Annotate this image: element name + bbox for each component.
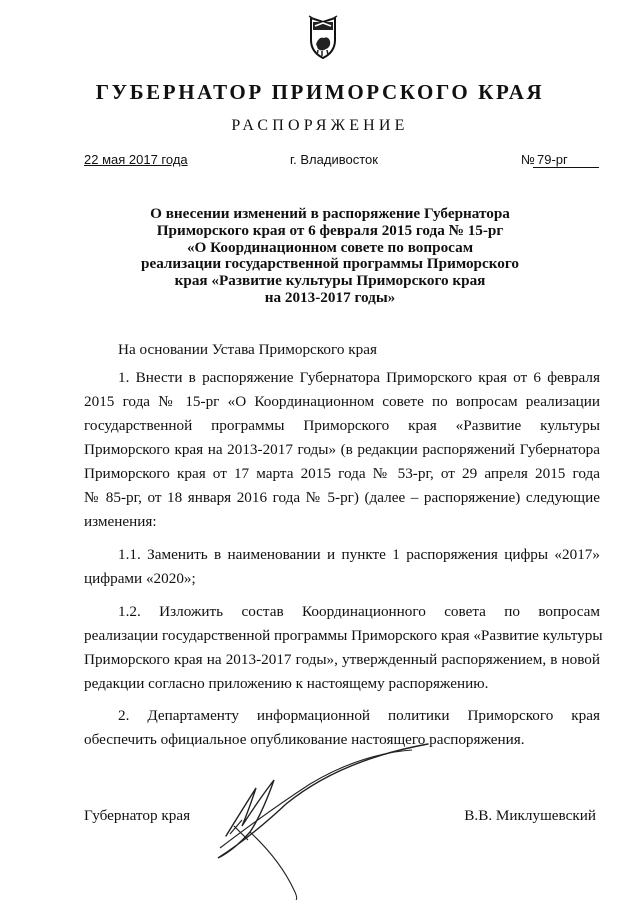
document-subject	[120, 206, 540, 307]
coat-of-arms-emblem	[306, 14, 340, 60]
subject-line: края «Развитие культуры Приморского края	[174, 272, 486, 290]
paragraph-1-line: государственной программы Приморского края «Развитие культуры	[84, 417, 600, 434]
subject-line: реализации государственной программы Приморского	[141, 255, 519, 273]
paragraph-1-line: изменения:	[84, 513, 157, 530]
document-date: 22 мая 2017 года	[84, 152, 188, 167]
paragraph-1-line: № 85-рг, от 18 января 2016 года № 5-рг) (далее – распоряжение) следующие	[84, 489, 600, 506]
basis-paragraph: На основании Устава Приморского края	[118, 341, 377, 358]
paragraph-1-1-line: цифрами «2020»;	[84, 570, 196, 587]
paragraph-1-line: 2015 года № 15-рг «О Координационном совете по вопросам реализации	[84, 393, 600, 410]
document-city: г. Владивосток	[290, 152, 378, 167]
handwritten-signature	[190, 740, 460, 900]
paragraph-1-2-line: Приморского края на 2013-2017 годы», утвержденный распоряжением, в новой	[84, 651, 600, 668]
subject-line: на 2013-2017 годы»	[264, 288, 396, 306]
paragraph-1-line: 1. Внести в распоряжение Губернатора Приморского края от 6 февраля	[118, 369, 600, 386]
governor-title: ГУБЕРНАТОР ПРИМОРСКОГО КРАЯ	[95, 80, 545, 104]
paragraph-1-1-line: 1.1. Заменить в наименовании и пункте 1 распоряжения цифры «2017»	[118, 546, 600, 563]
paragraph-2-line: обеспечить официальное опубликование настоящего распоряжения.	[84, 731, 525, 748]
paragraph-2-line: 2. Департаменту информационной политики Приморского края	[118, 707, 600, 724]
paragraph-1-2-line: редакции согласно приложению к настоящему распоряжению.	[84, 675, 489, 692]
document-number-label: №	[521, 152, 535, 167]
document-number-value: 79-рг	[533, 152, 599, 168]
subject-line: «О Координационном совете по вопросам	[186, 238, 474, 256]
subject-line: О внесении изменений в распоряжение Губернатора	[150, 205, 510, 222]
subject-line: Приморского края от 6 февраля 2015 года № 15-рг	[156, 221, 504, 239]
document-type: РАСПОРЯЖЕНИЕ	[231, 117, 409, 134]
signatory-name: В.В. Миклушевский	[464, 807, 596, 824]
paragraph-1-2-line: реализации государственной программы Приморского края «Развитие культуры	[84, 627, 603, 644]
paragraph-1-2-line: 1.2. Изложить состав Координационного совета по вопросам	[118, 603, 600, 620]
paragraph-1-line: Приморского края от 17 марта 2015 года № 53-рг, от 29 апреля 2015 года	[84, 465, 600, 482]
paragraph-1-line: Приморского края на 2013-2017 годы» (в редакции распоряжений Губернатора	[84, 441, 600, 458]
signatory-position: Губернатор края	[84, 807, 191, 824]
